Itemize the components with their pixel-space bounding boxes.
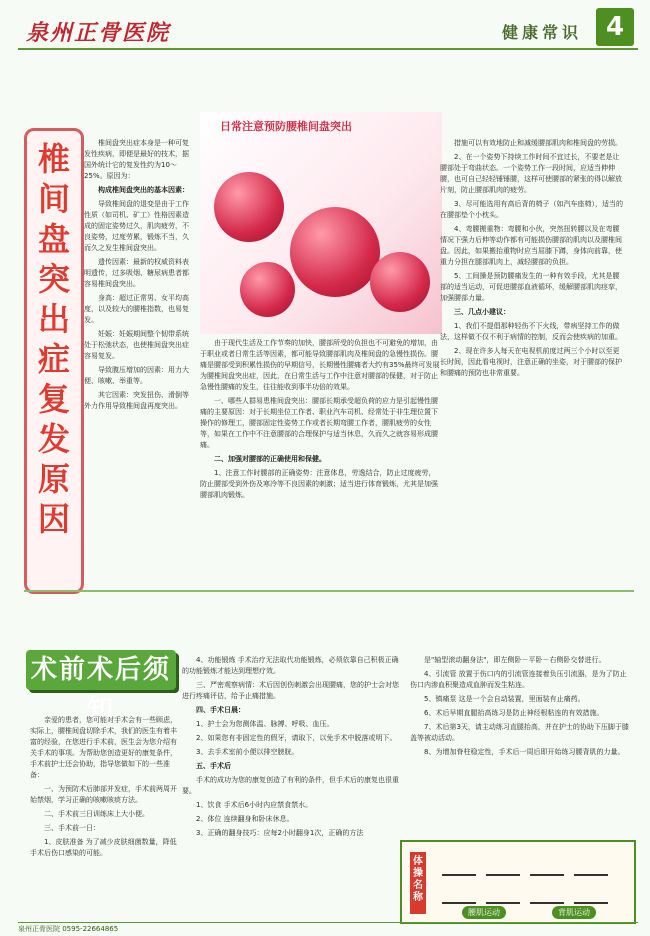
red-sphere xyxy=(240,262,295,317)
paragraph: 5、工间操是预防腰痛发生的一种有效手段，尤其是腰部的适当运动，可促进腰部血液循环，缓解腰部肌肉痉挛，加强腰部力量。 xyxy=(440,272,622,302)
article2-column-3 xyxy=(410,655,630,840)
paragraph: 三、严密观察病情：术后因创伤刺激会出现腰痛，您的护士会对您进行疼痛评估，给予止痛措施。 xyxy=(182,681,399,700)
paragraph: 遗传因素：最新的权威资料表明遗传，过多吸烟、糖尿病患者都容易椎间盘突出。 xyxy=(84,258,189,288)
article1-column-3 xyxy=(440,138,624,588)
section-divider xyxy=(24,590,634,592)
exercise-tag-right: 背肌运动 xyxy=(552,906,596,919)
paragraph: 5、镇痛泵 这是一个会自动装置，里面装有止痛药。 xyxy=(424,695,585,703)
paragraph: 一、为预防术后肺部并发症，手术前两周开始禁烟，学习正确的咳嗽咳痰方法。 xyxy=(30,785,177,804)
paragraph: 8、为增加脊柱稳定性，手术后一周后即开始练习腰背肌的力量。 xyxy=(424,748,625,756)
page-number: 4 xyxy=(596,8,634,46)
paragraph: 亲爱的患者，您可能对手术会有一些顾虑，实际上，腰椎间盘切除手术，我们的医生有着丰富的经验，在您进行手术前，医生会为您介绍有关手术的事项。为帮助您创造更好的康复条件，手术前护士还会协助，指导您做如下的一些准备： xyxy=(30,716,177,779)
paragraph: 身高：超过正常男、女平均高度，以及较大的腰椎指数，也易复发。 xyxy=(84,294,189,324)
hero-illustration xyxy=(200,112,442,334)
paragraph: 其它因素：突发扭伤、滑倒等外力作用导致椎间盘再度突出。 xyxy=(84,391,189,410)
paragraph: 一、哪些人群易患椎间盘突出：腰部长期承受超负荷的应力是引起慢性腰痛的主要原因：对于长期坐位工作者、职业汽车司机、经常处于非生理位置下操作的修理工，腰部固定性姿势工作或者长期弯腰工作者，腰肌疲劳的女性等，如果在工作中不注意腰部的合理保护与适当休息，久而久之就容易形成腰痛。 xyxy=(200,397,438,449)
red-sphere xyxy=(290,207,380,297)
paragraph: 导致椎间盘的退变是由于工作性质（如司机、矿工）性格因素造成的固定姿势过久，肌肉疲劳，不良姿势，过度劳累，锻炼不当，久而久之发生椎间盘突出。 xyxy=(84,200,189,252)
subheading: 三、几点小建议： xyxy=(454,308,510,316)
paragraph: 2、现在许多人每天在电视机前度过两三个小时以至更长时间，因此看电视时，注意正确的坐姿，对于腰部的保护和腰痛的预防也非常重要。 xyxy=(440,347,622,377)
paragraph: 2、如果您有非固定性的假牙，请取下，以免手术中脱落或明下。 xyxy=(196,734,397,742)
paragraph: 2、体位 连续翻身和卧床休息。 xyxy=(196,815,294,823)
paragraph: 措施可以有效地防止和减缓腰部肌肉和椎间盘的劳损。 xyxy=(454,139,622,147)
paragraph: 由于现代生活及工作节奏的加快，腰部所受的负担也不可避免的增加，由于职业或者日常生活等因素，都可能导致腰部肌肉及椎间盘的急慢性损伤。腰痛是腰部受到积累性损伤的早期信号，长期慢性腰痛者大约有35%最终可发展为腰椎间盘突出症，因此，在日常生活与工作中注意对腰部的保健，对于防止急慢性腰痛的发生，往往能收到事半功倍的效果。 xyxy=(200,339,440,391)
exercise-figure xyxy=(442,854,476,876)
exercise-figure xyxy=(574,854,608,876)
exercise-figure xyxy=(574,882,608,904)
paragraph: 1、护士会为您测体温、脉搏、呼吸、血压。 xyxy=(196,720,334,728)
paragraph: 二、手术前三日训练床上大小便。 xyxy=(44,810,149,818)
footer: 泉州正骨医院 0595-22664865 xyxy=(18,922,638,935)
paragraph: 3、尽可能选用有高后背的椅子（如汽车座椅），适当的在腰部垫个小枕头。 xyxy=(440,200,623,219)
vertical-title-panel xyxy=(24,128,84,594)
red-sphere xyxy=(370,252,430,312)
exercise-figure xyxy=(486,882,520,904)
paragraph: 手术的成功为您的康复创造了有利的条件，但手术后的康复也很重要。 xyxy=(182,776,399,795)
exercise-figure xyxy=(442,882,476,904)
paragraph: 椎间盘突出症本身是一种可复发性疾病，即便是最好的技术，据国外统计它的复发性约为10～25%。原因为： xyxy=(84,139,189,180)
paragraph: 导致腹压增加的因素：用力大便、咳嗽、举重等。 xyxy=(84,366,189,385)
exercise-label: 体操名称 xyxy=(410,852,426,914)
exercise-figure xyxy=(530,882,564,904)
article1-column-2 xyxy=(200,338,442,583)
paragraph: 4、弯腰搬重物：弯腰和小伙，突然扭转腰以及在弯腰情况下强力后伸等动作都有可能损伤腰部的肌肉以及腰椎间盘。因此，如果搬抬重物时应当屈膝下蹲，身体向前靠，使重力分担在腿部肌肉上，减轻腰部的负担。 xyxy=(440,225,622,266)
red-sphere xyxy=(214,172,284,242)
paragraph: 4、引流管 放置于伤口内的引流管连接着负压引流器，是为了防止伤口内渗血积聚造成血肿而发生粘连。 xyxy=(410,670,627,689)
paragraph: 1、饮食 手术后6小时内应禁食禁水。 xyxy=(196,801,313,809)
subheading: 四、手术日晨： xyxy=(196,706,245,714)
subheading: 五、手术后 xyxy=(196,762,231,770)
paragraph: 4、功能锻炼 手术治疗无法取代功能锻炼，必须依靠自己积极正确的功能锻炼才能达到理想疗效。 xyxy=(182,656,399,675)
paragraph: 7、术后第3天，请主动练习直腿抬高，并在护士的协助下压脚于膝盖等被动活动。 xyxy=(410,723,629,742)
article2-column-1 xyxy=(30,715,178,925)
section-title: 健康常识 xyxy=(501,23,582,42)
paragraph: 6、术后早期直腿抬高练习是防止神经根粘连的有效措施。 xyxy=(424,709,604,717)
exercise-tag-left: 腰肌运动 xyxy=(462,906,506,919)
hero-title: 日常注意预防腰椎间盘突出 xyxy=(220,120,352,133)
subheading: 构成椎间盘突出的基本因素： xyxy=(98,186,189,194)
article1-column-1 xyxy=(84,138,194,538)
paragraph: 是"轴型滚动翻身法"，即左侧卧－平卧－右侧卧交替进行。 xyxy=(424,656,606,664)
paragraph: 2、在一个姿势下持续工作时间不宜过长，不要老是让腰部处于弯曲状态。一个姿势工作一段时间，应适当伸伸腰，也可自己轻轻锤锤腰，这样可使腰部的紧张的得以解放片刻，防止腰部肌肉的疲劳。 xyxy=(440,153,622,194)
paragraph: 妊娠：妊娠期间整个韧带系统处于松弛状态，也使椎间盘突出症容易复发。 xyxy=(84,330,189,360)
paragraph: 1、注意工作时腰部的正确姿势：注意体息，劳逸结合，防止过度疲劳，防止腰部受到外伤及寒冷等不良因素的刺激；适当进行体育锻炼，尤其是加强腰部肌肉锻炼。 xyxy=(200,469,438,499)
subheading: 二、加强对腰部的正确使用和保健。 xyxy=(214,455,326,463)
paragraph: 3、正确的翻身技巧：应每2小时翻身1次，正确的方法 xyxy=(196,829,364,837)
exercise-figure xyxy=(486,854,520,876)
paragraph: 三、手术前一日： xyxy=(44,824,100,832)
hospital-name: 泉州正骨医院 xyxy=(26,20,171,46)
paragraph: 3、去手术室前小便以排空膀胱。 xyxy=(196,748,299,756)
article2-column-2 xyxy=(182,655,404,915)
article2-title-banner xyxy=(26,650,176,725)
article1-title: 椎间盘突出症复发原因 xyxy=(37,140,70,538)
exercise-illustration-box xyxy=(400,840,636,924)
masthead xyxy=(18,8,638,50)
paragraph: 1、皮肤准备 为了减少皮肤细菌数量，降低手术后伤口感染的可能。 xyxy=(30,838,177,857)
article2-title: 术前术后须知 xyxy=(30,655,171,725)
exercise-figure xyxy=(530,854,564,876)
paragraph: 1、我们不提倡那种轻伤不下火线，带病坚持工作的做法，这样做不仅不利于病情的控制，反而会使疾病的加重。 xyxy=(440,322,622,341)
